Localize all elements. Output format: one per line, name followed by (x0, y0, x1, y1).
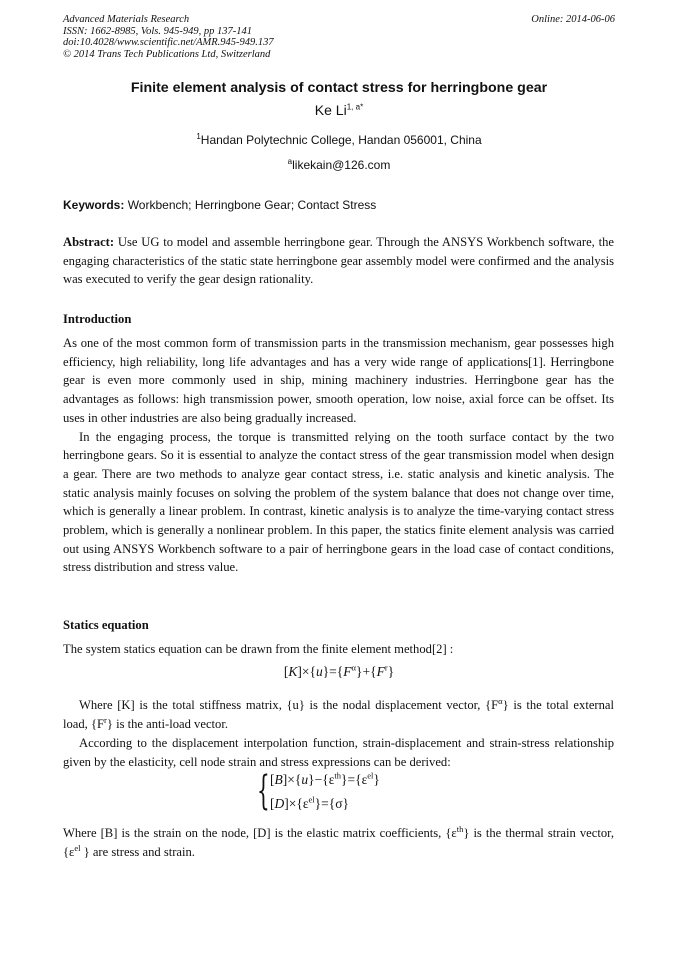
email-line (0, 158, 678, 172)
author-sup: 1, a* (346, 102, 364, 112)
abstract-label: Abstract: (63, 235, 115, 249)
abstract-text: Use UG to model and assemble herringbone gear. Through the ANSYS Workbench software, the engaging characteristics of the static state herringbone gear assembly model were confirmed and the analysis was executed to verify the gear design rationality. (63, 235, 614, 287)
equation-statics (0, 664, 678, 680)
section-heading-introduction: Introduction (63, 312, 132, 326)
where-paragraph-2: Where [B] is the strain on the node, [D] is the elastic matrix coefficients, $\{\varepsilon^{th}\}$ is the thermal strain vector, {$\varepsilon^{el}$ } are stress and strain. (63, 823, 614, 859)
eq1-F-r: $\{F^r\}$ (370, 662, 395, 679)
paper-title: Finite element analysis of contact stress for herringbone gear (130, 80, 548, 96)
email-address: likekain@126.com (292, 158, 391, 172)
keywords-label: Keywords: (63, 198, 125, 212)
where-paragraph-1: Where [K] is the total stiffness matrix, {u} is the nodal displacement vector, $\{F^\alpha\}$ is the total external load, $\{F^r\}$ is the anti-load vector. (63, 695, 614, 731)
eq1-times: × (301, 664, 310, 679)
email-sup: a (287, 157, 293, 166)
intro-paragraph-2: In the engaging process, the torque is transmitted relying on the tooth surface contact by the two herringbone gears. So it is essential to analyze the contact stress of the gear transmission model when design a gear. There are two methods to analyze gear contact stress, i.e. static analysis and kinetic analysis. The static analysis mainly focuses on solving the problem of the system balance that does not change over time, which is generally a linear problem. In contrast, kinetic analysis is to analyze the time-varying contact stress problem, which is generally a nonlinear problem. In this paper, the statics finite element analysis was carried out using ANSYS Workbench software to a pair of herringbone gears in the load case of contact conditions, stress distribution and stress value. (63, 429, 614, 575)
keywords (63, 198, 376, 212)
journal-name: Advanced Materials Research (63, 14, 190, 25)
keywords-text: Workbench; Herringbone Gear; Contact Stress (124, 198, 377, 212)
intro-paragraph-1: As one of the most common form of transmission parts in the transmission mechanism, gear possesses high efficiency, high reliability, long life advantages and has a very wide range of applications[1]. Herringbone gear is even more commonly used in ship, mining machinery industries. Herringbone gear has the advantages as follows: high transmission power, smooth operation, low noise, axial force can be offset. Its uses in other industries are also being gradually increased. (63, 336, 614, 425)
affiliation-text: Handan Polytechnic College, Handan 056001, China (200, 133, 482, 147)
section-heading-statics: Statics equation (63, 618, 149, 632)
eq2-row-stress: $[D]\times\{\varepsilon^{el}\}=\{\sigma\}$ (270, 794, 350, 811)
introduction-body (63, 334, 614, 577)
online-date: Online: 2014-06-06 (531, 14, 615, 25)
author-line (0, 102, 678, 118)
abstract (63, 233, 614, 289)
eq1-equals: = (329, 664, 337, 679)
eq1-u-brace: {u} (309, 664, 330, 679)
interpolation-paragraph: According to the displacement interpolation function, strain-displacement and strain-stress relationship given by the elasticity, cell node strain and stress expressions can be derived: (63, 736, 614, 769)
left-brace: { (257, 768, 270, 814)
eq2-row-strain: $[B]\times\{u\}-\{\varepsilon^{th}\}=\{\varepsilon^{el}\}$ (270, 770, 380, 787)
affiliation-sup: 1 (196, 132, 201, 141)
statics-intro: The system statics equation can be drawn from the finite element method[2] : (63, 642, 454, 656)
eq1-K-bracket: [K] (283, 664, 302, 679)
journal-header (63, 14, 615, 60)
affiliation (0, 133, 678, 147)
eq1-plus: + (362, 664, 371, 679)
eq1-F-alpha: $\{F^\alpha\}$ (336, 662, 363, 679)
copyright-line: © 2014 Trans Tech Publications Ltd, Switzerland (63, 48, 271, 60)
author-name: Ke Li (314, 102, 347, 118)
issn-line: ISSN: 1662-8985, Vols. 945-949, pp 137-141 (63, 25, 252, 37)
equation-system-strain-stress (257, 768, 380, 816)
doi-line: doi:10.4028/www.scientific.net/AMR.945-949.137 (63, 37, 274, 48)
